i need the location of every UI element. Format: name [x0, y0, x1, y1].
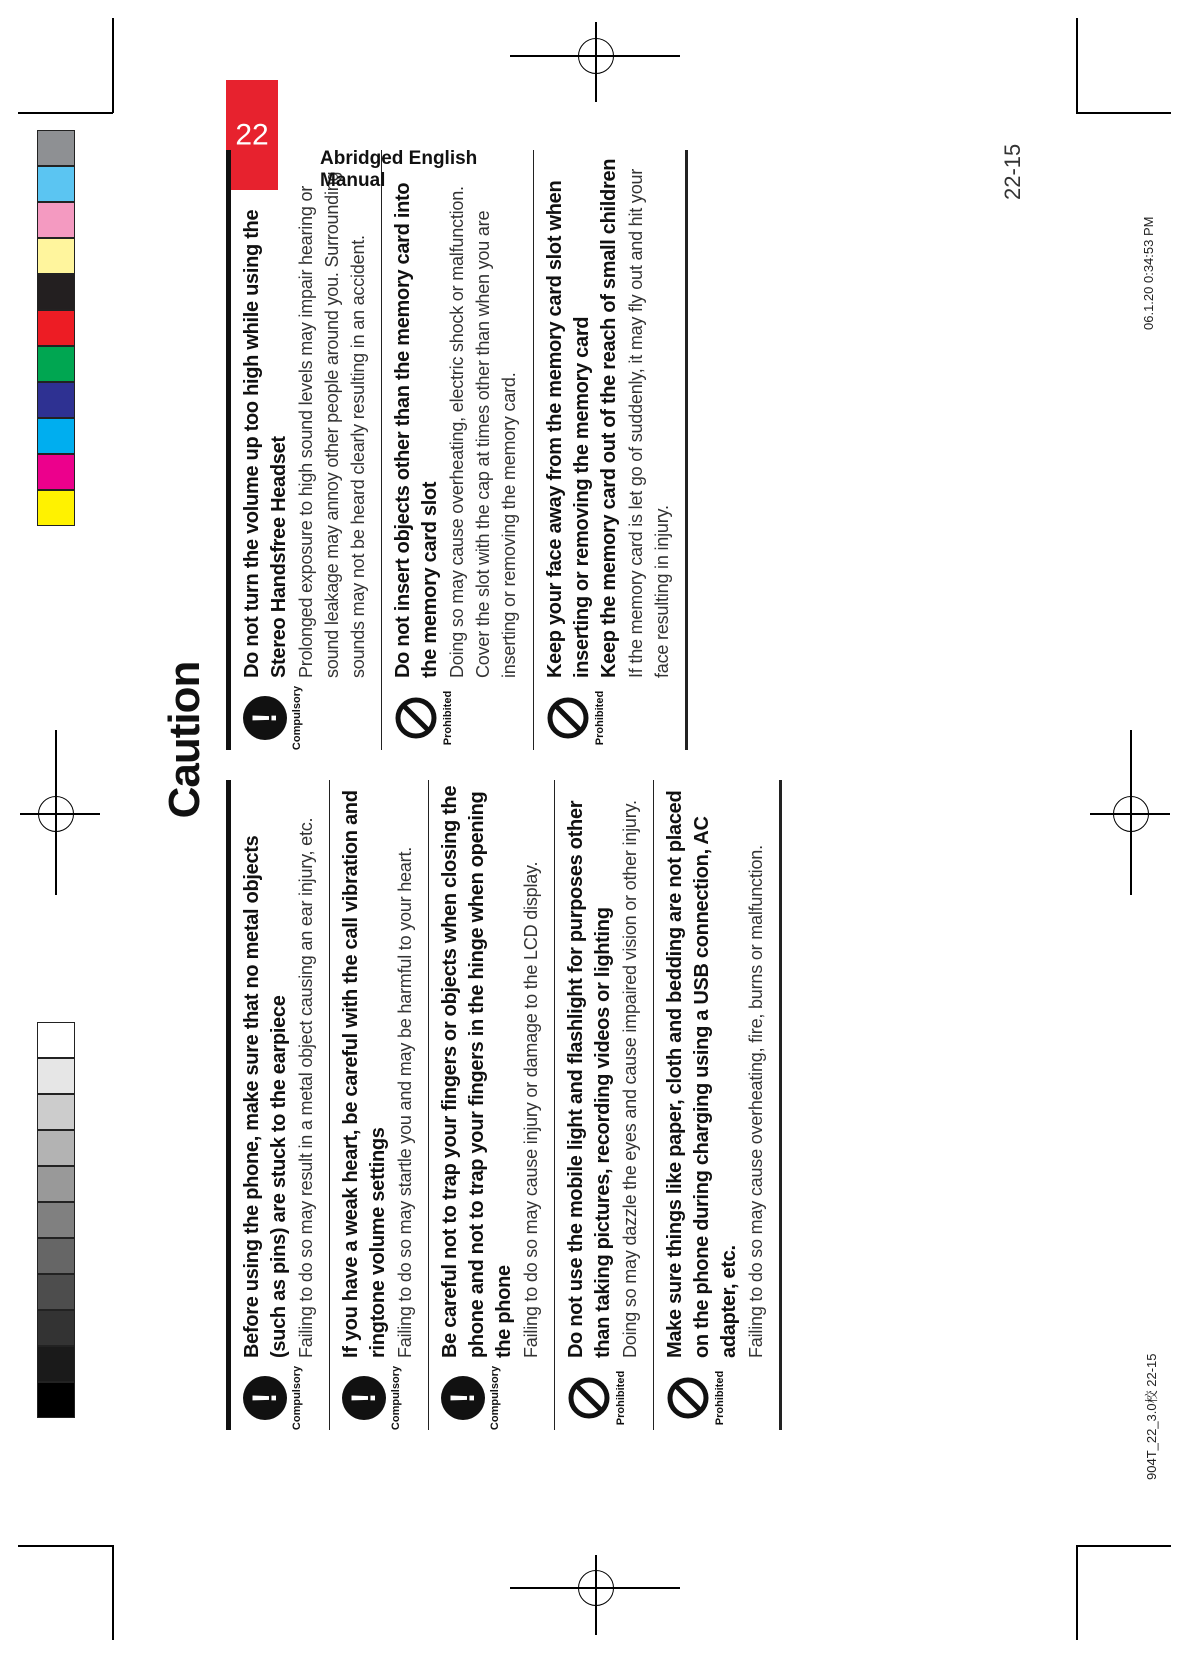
compulsory-label: Compulsory — [291, 1365, 303, 1431]
caution-item — [231, 150, 382, 750]
registration-line — [595, 1555, 597, 1635]
color-swatch — [37, 1382, 75, 1418]
prohibited-icon — [567, 1376, 611, 1420]
caution-item — [654, 780, 782, 1430]
caution-text — [239, 150, 371, 678]
caution-item — [429, 780, 555, 1430]
caution-body: Failing to do so may result in a metal object causing an ear injury, etc. — [296, 817, 316, 1358]
caution-item — [231, 780, 330, 1430]
caution-heading: Be careful not to trap your fingers or objects when closing the phone and not to trap your fingers in the hinge when opening the phone — [439, 785, 516, 1358]
caution-text — [563, 780, 643, 1358]
prohibited-icon — [394, 696, 438, 740]
compulsory-marker — [437, 1366, 544, 1430]
crop-mark — [112, 1545, 114, 1640]
prohibited-label: Prohibited — [615, 1370, 628, 1426]
color-swatch — [37, 1166, 75, 1202]
caution-column-right — [226, 150, 688, 750]
caution-body: If the memory card is let go of suddenly, it may fly out and hit your face resulting in injury. — [625, 168, 672, 678]
crop-mark — [18, 1545, 113, 1547]
crop-mark — [1076, 1545, 1171, 1547]
caution-item — [555, 780, 654, 1430]
color-swatch — [37, 310, 75, 346]
prohibited-icon — [546, 696, 590, 740]
color-swatch — [37, 1274, 75, 1310]
registration-line — [1130, 730, 1132, 895]
prohibited-marker — [390, 686, 522, 750]
compulsory-label: Compulsory — [390, 1365, 403, 1431]
prohibited-marker — [542, 686, 675, 750]
caution-heading: Make sure things like paper, cloth and bedding are not placed on the phone during charging using a USB connection, AC adapter, etc. — [664, 790, 741, 1358]
color-swatch — [37, 418, 75, 454]
caution-text — [437, 780, 544, 1358]
slug-right: 06.1.20 0:34:53 PM — [1141, 216, 1156, 330]
caution-text — [662, 780, 769, 1358]
prohibited-icon — [666, 1376, 710, 1420]
prohibited-label: Prohibited — [442, 690, 455, 746]
caution-body: Prolonged exposure to high sound levels may impair hearing or sound leakage may annoy other people around you. Surrounding sounds may not be heard clearly resulting in an accident. — [296, 171, 369, 678]
compulsory-icon: ! — [243, 1376, 287, 1420]
caution-heading: Keep your face away from the memory card slot when inserting or removing the memory card — [543, 180, 593, 678]
compulsory-icon: ! — [243, 696, 287, 740]
caution-text — [338, 780, 418, 1358]
caution-body: Failing to do so may cause injury or damage to the LCD display. — [521, 861, 542, 1358]
compulsory-icon: ! — [441, 1376, 485, 1420]
caution-heading-2: Keep the memory card out of the reach of small children — [597, 158, 620, 678]
prohibited-marker — [662, 1366, 769, 1430]
caution-heading: If you have a weak heart, be careful with the call vibration and ringtone volume settings — [340, 790, 390, 1358]
color-swatch — [37, 1022, 75, 1058]
caution-text — [390, 150, 522, 678]
color-swatch — [37, 1310, 75, 1346]
crop-mark — [112, 18, 114, 113]
caution-body: Doing so may cause overheating, electric shock or malfunction. Cover the slot with the cap at times other than when you are inserting or removing the memory card. — [447, 186, 520, 678]
color-swatch — [37, 346, 75, 382]
caution-text — [239, 780, 319, 1358]
color-swatch — [37, 382, 75, 418]
page-ref: 22-15 — [1000, 143, 1025, 200]
compulsory-marker — [338, 1366, 418, 1430]
color-swatch — [37, 1202, 75, 1238]
color-swatch — [37, 166, 75, 202]
registration-line — [595, 22, 597, 102]
page-title: Caution — [160, 661, 209, 819]
color-swatch — [37, 274, 75, 310]
color-swatch — [37, 1130, 75, 1166]
color-swatch — [37, 490, 75, 526]
page-number: 22 — [235, 118, 269, 151]
prohibited-label: Prohibited — [714, 1370, 727, 1426]
crop-mark — [1076, 1545, 1078, 1640]
compulsory-marker — [239, 1366, 319, 1430]
registration-line — [55, 730, 57, 895]
prohibited-label: Prohibited — [593, 690, 606, 746]
color-swatch — [37, 238, 75, 274]
slug-left: 904T_22_3.0校 22-15 — [1144, 1353, 1159, 1480]
caution-heading: Do not use the mobile light and flashlight for purposes other than taking pictures, recording videos or lighting — [565, 800, 615, 1358]
rotated-content — [160, 100, 886, 1431]
caution-item — [382, 150, 533, 750]
crop-mark — [18, 112, 113, 114]
compulsory-label: Compulsory — [489, 1365, 502, 1431]
crop-mark — [1076, 112, 1171, 114]
color-swatch — [37, 454, 75, 490]
color-swatch — [37, 1238, 75, 1274]
color-swatch — [37, 1094, 75, 1130]
registration-line — [20, 813, 100, 815]
caution-heading: Before using the phone, make sure that no metal objects (such as pins) are stuck to the earpiece — [241, 835, 290, 1358]
caution-body: Failing to do so may startle you and may be harmful to your heart. — [395, 846, 416, 1358]
color-swatch — [37, 130, 75, 166]
caution-item — [534, 150, 688, 750]
color-swatch — [37, 1058, 75, 1094]
caution-item — [330, 780, 429, 1430]
caution-heading: Do not turn the volume up too high while using the Stereo Handsfree Headset — [241, 209, 290, 678]
manual-title: Abridged English Manual — [320, 148, 478, 191]
color-swatch — [37, 1346, 75, 1382]
compulsory-marker — [239, 686, 371, 750]
crop-mark — [1076, 18, 1078, 113]
caution-heading: Do not insert objects other than the memory card into the memory card slot — [392, 182, 442, 678]
compulsory-label: Compulsory — [291, 685, 303, 751]
caution-body: Failing to do so may cause overheating, fire, burns or malfunction. — [746, 845, 767, 1358]
caution-body: Doing so may dazzle the eyes and cause impaired vision or other injury. — [620, 800, 641, 1358]
caution-column-left — [226, 780, 782, 1430]
caution-text — [542, 150, 675, 678]
compulsory-icon: ! — [342, 1376, 386, 1420]
color-swatch — [37, 202, 75, 238]
prohibited-marker — [563, 1366, 643, 1430]
